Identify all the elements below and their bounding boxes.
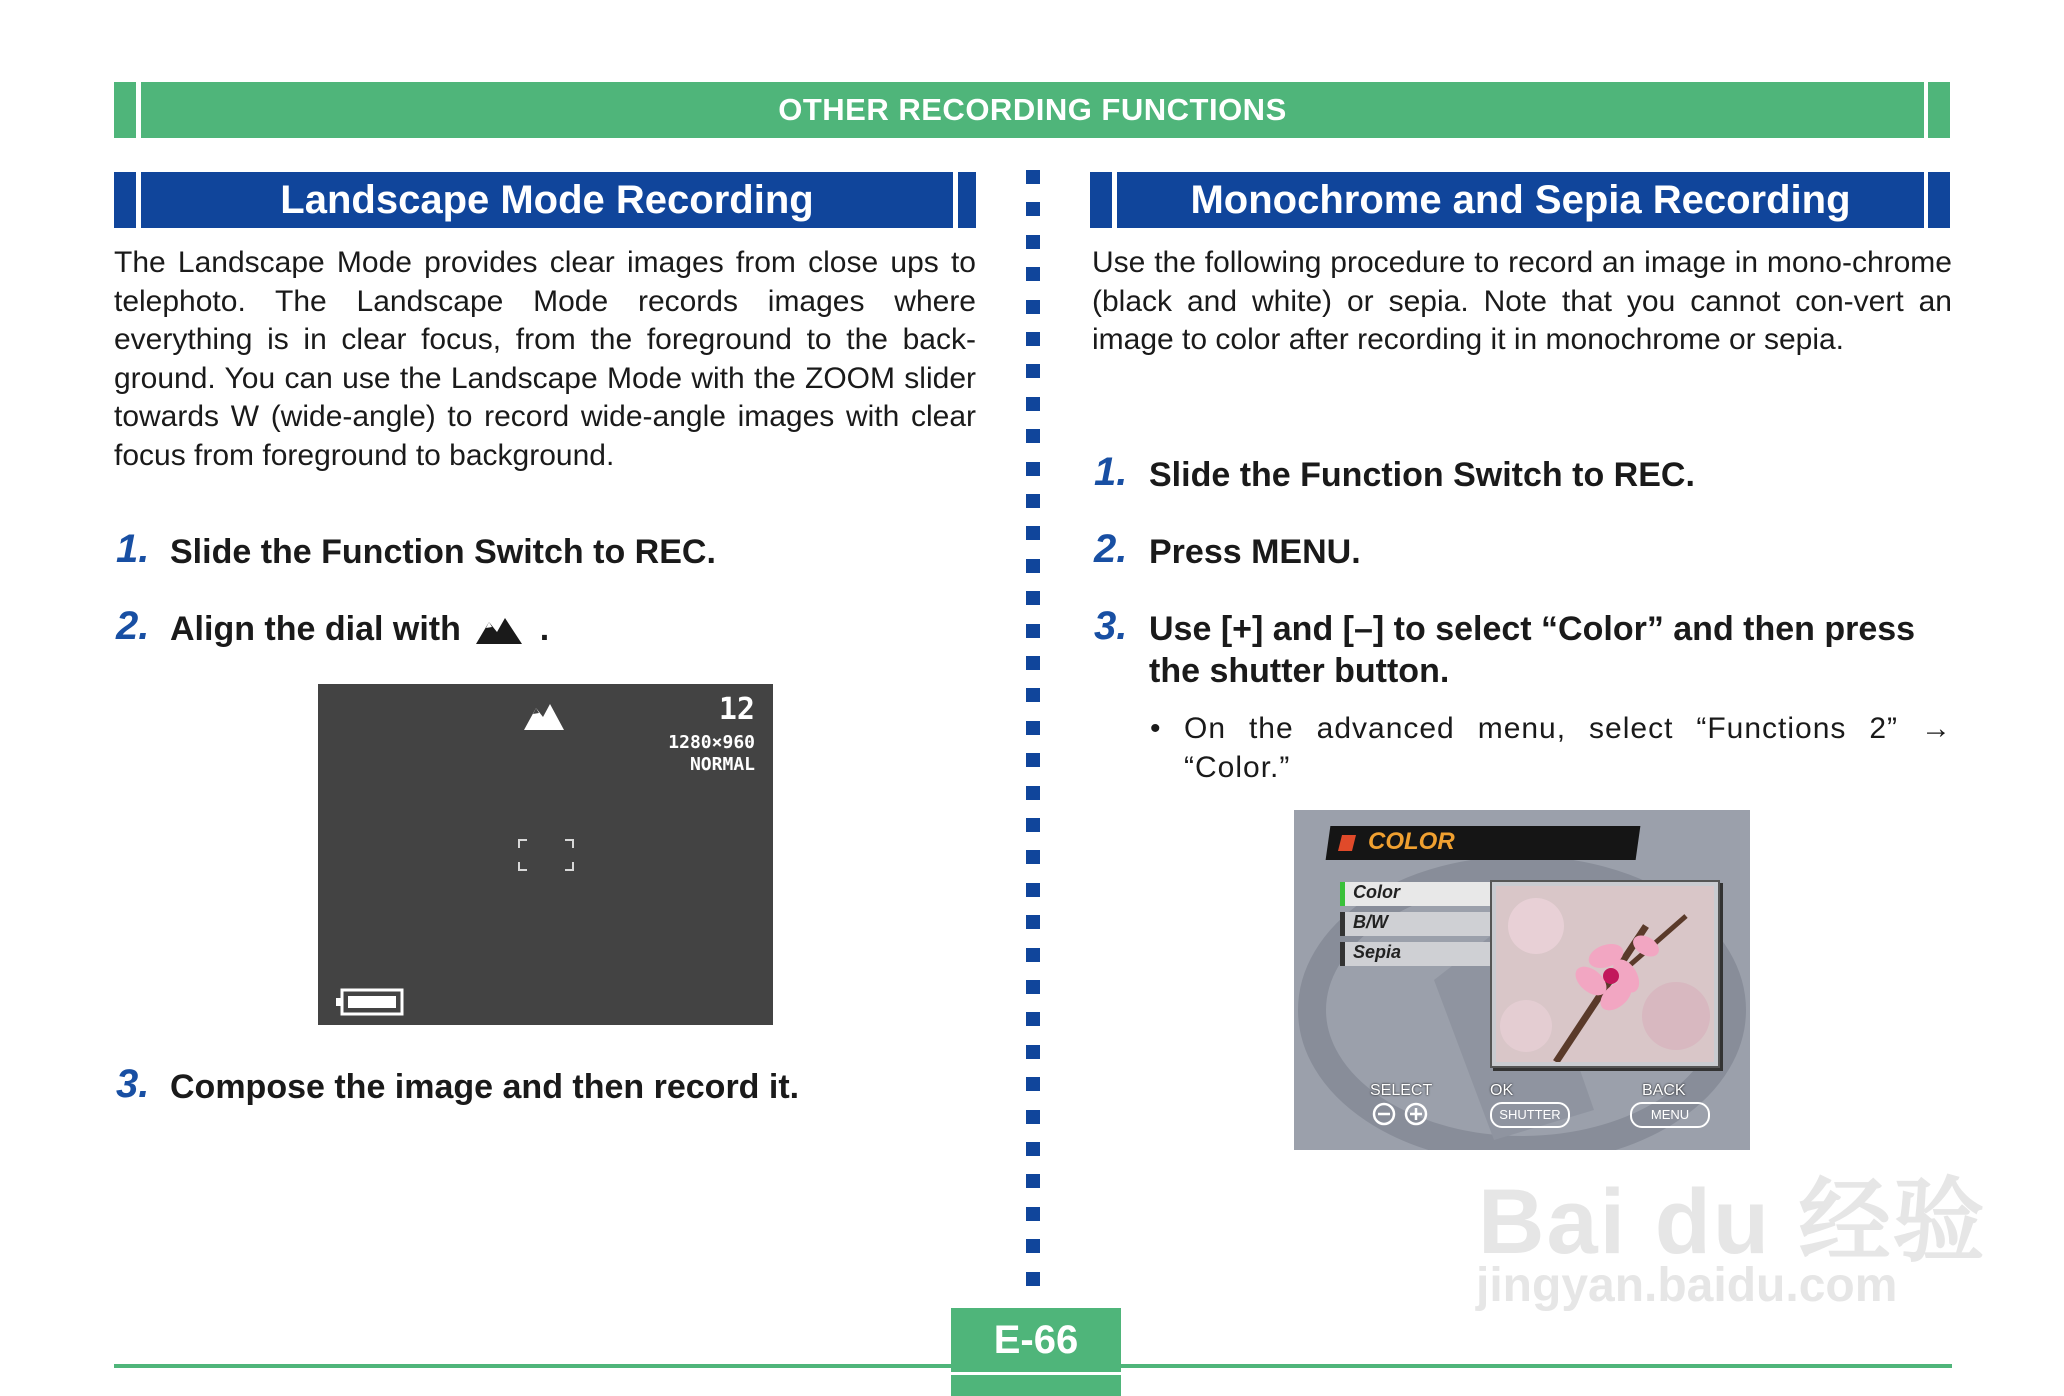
separator-dot [1026, 429, 1040, 443]
separator-dot [1026, 786, 1040, 800]
menu-option-bw[interactable] [1340, 912, 1495, 936]
left-title-accent-left [114, 172, 136, 228]
color-menu-screen [1294, 810, 1750, 1150]
separator-dot [1026, 559, 1040, 573]
right-title-accent-left [1090, 172, 1112, 228]
separator-dot [1026, 980, 1040, 994]
shutter-key-label: SHUTTER [1490, 1102, 1570, 1128]
remaining-shots-count: 12 [718, 692, 755, 727]
step-number: 3. [1094, 604, 1128, 648]
step-number: 3. [116, 1062, 150, 1106]
separator-dot [1026, 202, 1040, 216]
header-accent-right [1928, 82, 1950, 138]
separator-dot [1026, 818, 1040, 832]
separator-dot [1026, 1077, 1040, 1091]
bullet-marker: • [1150, 712, 1161, 745]
bullet-note: On the advanced menu, select “Functions 2” → “Color.” [1184, 712, 1952, 784]
separator-dot [1026, 267, 1040, 281]
column-separator [1026, 170, 1042, 1290]
separator-dot [1026, 753, 1040, 767]
separator-dot [1026, 364, 1040, 378]
step-text: Slide the Function Switch to REC. [170, 533, 716, 571]
select-hint-label: SELECT [1370, 1082, 1433, 1099]
step-number: 2. [116, 604, 150, 648]
step-text: Slide the Function Switch to REC. [1149, 456, 1695, 494]
step-text: Press MENU. [1149, 533, 1361, 571]
step-text-suffix: . [539, 610, 550, 648]
monochrome-intro-paragraph: Use the following procedure to record an image in mono-chrome (black and white) or sepia. Note that you cannot con-vert an image to color after recording it in monochrome or sepia. [1092, 246, 1952, 356]
menu-option-label: Sepia [1353, 942, 1402, 962]
preview-frame [1490, 880, 1720, 1068]
color-tab-icon [1338, 835, 1356, 851]
separator-dot [1026, 915, 1040, 929]
focus-frame-icon [518, 839, 574, 871]
step-text: Use [+] and [–] to select “Color” and then press the shutter button. [1149, 610, 1916, 690]
separator-dot [1026, 591, 1040, 605]
camera-lcd-screen [318, 684, 773, 1025]
landscape-mode-icon [524, 702, 564, 730]
right-title-accent-right [1928, 172, 1950, 228]
separator-dot [1026, 948, 1040, 962]
page-number: E-66 [993, 1318, 1079, 1362]
step-text [170, 608, 549, 650]
ok-hint-label: OK [1490, 1082, 1514, 1099]
header-accent-left [114, 82, 136, 138]
image-size-readout: 1280×960 [668, 732, 755, 753]
separator-dot [1026, 1174, 1040, 1188]
step-text: Compose the image and then record it. [170, 1068, 800, 1106]
separator-dot [1026, 1110, 1040, 1124]
watermark-url: jingyan.baidu.com [1476, 1259, 1898, 1312]
left-title-accent-right [958, 172, 976, 228]
separator-dot [1026, 1012, 1040, 1026]
page-number-stripe [951, 1372, 1121, 1375]
separator-dot [1026, 170, 1040, 184]
separator-dot [1026, 235, 1040, 249]
step-number: 2. [1094, 527, 1128, 571]
separator-dot [1026, 688, 1040, 702]
separator-dot [1026, 1045, 1040, 1059]
separator-dot [1026, 300, 1040, 314]
separator-dot [1026, 1272, 1040, 1286]
separator-dot [1026, 850, 1040, 864]
menu-option-label: B/W [1353, 912, 1388, 932]
separator-dot [1026, 1239, 1040, 1253]
separator-dot [1026, 656, 1040, 670]
menu-key-label: MENU [1630, 1102, 1710, 1128]
separator-dot [1026, 1142, 1040, 1156]
landscape-mode-icon [476, 614, 522, 644]
landscape-intro-paragraph: The Landscape Mode provides clear images from close ups to telephoto. The Landscape Mode records images where everything is in clear focus, from the foreground to the back-ground. You can use the Landscape Mode with the ZOOM slider towards W (wide-angle) to record wide-angle images with clear focus from foreground to background. [114, 246, 976, 472]
separator-dot [1026, 1207, 1040, 1221]
page-section-header: OTHER RECORDING FUNCTIONS [141, 82, 1924, 138]
separator-dot [1026, 494, 1040, 508]
menu-option-sepia[interactable] [1340, 942, 1495, 966]
step-number: 1. [116, 527, 150, 571]
separator-dot [1026, 721, 1040, 735]
separator-dot [1026, 462, 1040, 476]
separator-dot [1026, 624, 1040, 638]
back-hint-label: BACK [1642, 1082, 1686, 1099]
left-section-title: Landscape Mode Recording [141, 172, 953, 228]
separator-dot [1026, 883, 1040, 897]
quality-readout: NORMAL [689, 754, 755, 775]
menu-title: COLOR [1368, 828, 1455, 855]
separator-dot [1026, 397, 1040, 411]
preview-image [1496, 886, 1714, 1062]
battery-icon [336, 988, 406, 1016]
separator-dot [1026, 526, 1040, 540]
step-number: 1. [1094, 450, 1128, 494]
separator-dot [1026, 332, 1040, 346]
menu-option-label: Color [1353, 882, 1400, 902]
step-text-label: Align the dial with [170, 610, 461, 648]
menu-option-color[interactable] [1340, 882, 1495, 906]
right-section-title: Monochrome and Sepia Recording [1117, 172, 1924, 228]
watermark-brand: Bai du 经验 [1478, 1171, 1987, 1273]
minus-plus-buttons-icon [1372, 1102, 1428, 1126]
